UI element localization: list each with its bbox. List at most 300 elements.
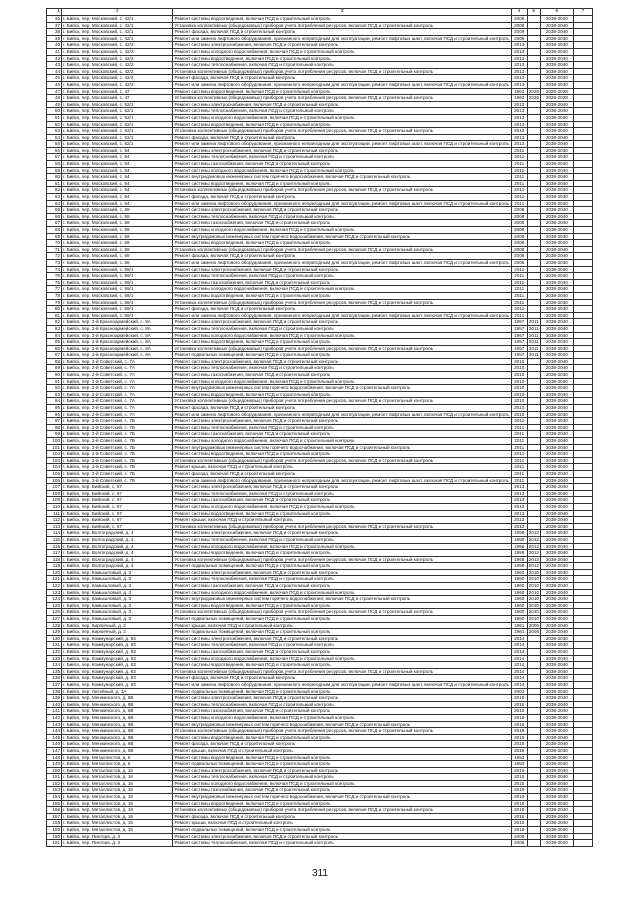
planned-period-cell: 2038-2040: [540, 35, 573, 42]
note-cell: [573, 154, 592, 161]
address-cell: г. Бийск, пер. Металлистов, д. 16: [62, 820, 173, 827]
note-cell: [573, 833, 592, 840]
address-cell: г. Бийск, пер. Московский, с. 42/1: [62, 29, 173, 36]
last-repair-cell: [527, 227, 540, 234]
row-number: 119: [47, 563, 62, 570]
last-repair-cell: 2011: [528, 319, 539, 325]
last-repair-cell: [527, 681, 540, 688]
table-row: [47, 233, 593, 240]
table-row: [47, 372, 593, 379]
planned-period-cell: 2038-2040: [540, 200, 573, 207]
planned-period-cell: 2038-2040: [540, 609, 573, 616]
address-cell: г. Бийск, пер. Московский, с. 59: [62, 259, 173, 266]
note-cell: [573, 431, 592, 438]
planned-period-cell: 2038-2040: [540, 128, 573, 135]
last-repair-cell: [527, 253, 540, 260]
planned-period-cell: 2038-2040: [540, 306, 573, 313]
build-year-cell: 2010: [511, 385, 527, 392]
address-cell: г. Бийск, пер. 2-й Советский, с. 7А: [62, 398, 173, 405]
row-number: 61: [47, 180, 62, 187]
row-number: 77: [47, 286, 62, 293]
address-cell: г. Бийск, пер. 2-й Советский, с. 7А: [62, 358, 173, 365]
table-row: [47, 451, 593, 458]
build-year-cell: 2013: [511, 128, 527, 135]
last-repair-cell: [527, 194, 540, 201]
note-cell: [573, 273, 592, 280]
note-cell: [573, 754, 592, 761]
table-row: [47, 81, 593, 88]
planned-period-cell: 2038-2040: [540, 490, 573, 497]
build-year-cell: 2015: [511, 708, 527, 715]
note-cell: [573, 220, 592, 227]
note-cell: [573, 550, 592, 557]
note-cell: [573, 319, 592, 326]
build-year-cell: 2011: [511, 161, 527, 168]
work-type-cell: Ремонт системы теплоснабжения, включая ПСД и строительный контроль: [173, 536, 511, 543]
work-type-cell: Ремонт системы теплоснабжения, включая ПСД и строительный контроль: [173, 108, 511, 115]
work-type-cell: Ремонт системы водоотведения, включая ПСД и строительный контроль: [173, 754, 511, 761]
build-year-cell: 2015: [511, 794, 527, 801]
last-repair-cell: [527, 813, 540, 820]
build-year-cell: 1958: [511, 543, 527, 550]
table-row: [47, 734, 593, 741]
build-year-cell: 2015: [511, 780, 527, 787]
column-number-header-row: [47, 9, 593, 16]
last-repair-cell: 2026: [528, 88, 539, 94]
last-repair-cell: [527, 418, 540, 425]
table-row: [47, 497, 593, 504]
row-number: 67: [47, 220, 62, 227]
build-year-cell: 1961: [511, 622, 527, 629]
build-year-cell: 2015: [511, 807, 527, 814]
table-row: [47, 563, 593, 570]
row-number: 109: [47, 497, 62, 504]
table-row: [47, 675, 593, 682]
build-year-cell: 2010: [511, 411, 527, 418]
planned-period-cell: 2038-2040: [540, 800, 573, 807]
build-year-cell: 2013: [511, 114, 527, 121]
work-type-cell: Ремонт или замена лифтового оборудования, признанного непригодным для эксплуатации, ремонт лифтовых шахт, включая ПСД и строительный контроль: [173, 35, 511, 42]
address-cell: г. Бийск, пер. Металлистов, д. 16: [62, 794, 173, 801]
row-number: 81: [47, 312, 62, 319]
note-cell: [573, 339, 592, 346]
work-type-cell: Ремонт системы газоснабжения, включая ПСД и строительный контроль: [173, 431, 511, 438]
build-year-cell: 1960: [511, 576, 527, 583]
row-number: 112: [47, 517, 62, 524]
table-row: [47, 385, 593, 392]
build-year-cell: 1958: [511, 563, 527, 570]
last-repair-cell: [527, 714, 540, 721]
table-row: [47, 207, 593, 214]
address-cell: г. Бийск, пер. Московский, с. 59/1: [62, 266, 173, 273]
address-cell: г. Бийск, пер. Московский, с. 59/1: [62, 273, 173, 280]
address-cell: г. Бийск, пер. Металлистов, д. 16: [62, 774, 173, 781]
note-cell: [573, 418, 592, 425]
note-cell: [573, 510, 592, 517]
row-number: 123: [47, 589, 62, 596]
table-row: [47, 62, 593, 69]
row-number: 89: [47, 365, 62, 372]
work-type-cell: Ремонт системы газоснабжения, включая ПСД и строительный контроль: [173, 787, 511, 794]
address-cell: г. Бийск, пер. Московский, с. 54: [62, 200, 173, 207]
build-year-cell: 2011: [511, 444, 527, 451]
planned-period-cell: 2038-2040: [540, 121, 573, 128]
work-type-cell: Ремонт системы холодного водоснабжения, включая ПСД и строительный контроль: [173, 714, 511, 721]
address-cell: г. Бийск, пер. Металлистов, д. 16: [62, 780, 173, 787]
note-cell: [573, 695, 592, 702]
last-repair-cell: [527, 246, 540, 253]
note-cell: [573, 227, 592, 234]
note-cell: [573, 233, 592, 240]
last-repair-cell: 2010: [528, 576, 539, 582]
row-number: 66: [47, 213, 62, 220]
planned-period-cell: 2038-2040: [540, 22, 573, 29]
last-repair-cell: [527, 292, 540, 299]
last-repair-cell: [527, 523, 540, 530]
build-year-cell: 2015: [511, 701, 527, 708]
row-number: 91: [47, 378, 62, 385]
last-repair-cell: [527, 134, 540, 141]
build-year-cell: 2011: [511, 174, 527, 181]
build-year-cell: 1960: [511, 616, 527, 623]
last-repair-cell: [527, 233, 540, 240]
last-repair-cell: 2012: [528, 556, 539, 562]
table-row: [47, 754, 593, 761]
last-repair-cell: [527, 398, 540, 405]
planned-period-cell: 2038-2040: [540, 556, 573, 563]
planned-period-cell: 2038-2040: [540, 207, 573, 214]
address-cell: г. Бийск, пер. Московский, с. 52/1: [62, 141, 173, 148]
note-cell: [573, 48, 592, 55]
address-cell: г. Бийск, пер. 2-й Советский, с. 7Б: [62, 444, 173, 451]
row-number: 78: [47, 292, 62, 299]
work-type-cell: Ремонт системы холодного водоснабжения, включая ПСД и строительный контроль: [173, 332, 511, 339]
header-col-1: 1: [47, 9, 62, 16]
address-cell: г. Бийск, пер. 2-й Советский, с. 7Б: [62, 477, 173, 484]
address-cell: г. Бийск, пер. Московский, с. 42/2: [62, 75, 173, 82]
note-cell: [573, 681, 592, 688]
build-year-cell: 2015: [511, 827, 527, 834]
note-cell: [573, 563, 592, 570]
address-cell: г. Бийск, пер. Московский, с. 54: [62, 187, 173, 194]
table-row: [47, 358, 593, 365]
work-type-cell: Ремонт или замена лифтового оборудования, признанного непригодным для эксплуатации, ремонт лифтовых шахт, включая ПСД и строительный контроль: [173, 312, 511, 319]
address-cell: г. Бийск, пер. Коммунарский, д. 83: [62, 655, 173, 662]
table-row: [47, 220, 593, 227]
row-number: 98: [47, 424, 62, 431]
planned-period-cell: 2038-2040: [540, 161, 573, 168]
build-year-cell: 1958: [511, 550, 527, 557]
planned-period-cell: 2038-2040: [540, 470, 573, 477]
work-type-cell: Ремонт системы холодного водоснабжения, включая ПСД и строительный контроль: [173, 286, 511, 293]
table-row: [47, 114, 593, 121]
table-row: [47, 616, 593, 623]
address-cell: г. Бийск, пер. Коммунарский, д. 83: [62, 675, 173, 682]
last-repair-cell: [527, 787, 540, 794]
note-cell: [573, 840, 592, 847]
build-year-cell: 2008: [511, 840, 527, 847]
last-repair-cell: [527, 708, 540, 715]
last-repair-cell: [527, 114, 540, 121]
planned-period-cell: 2038-2040: [540, 728, 573, 735]
planned-period-cell: 2038-2040: [540, 642, 573, 649]
note-cell: [573, 444, 592, 451]
build-year-cell: 1960: [511, 596, 527, 603]
row-number: 135: [47, 668, 62, 675]
last-repair-cell: [527, 675, 540, 682]
row-number: 57: [47, 154, 62, 161]
build-year-cell: 2014: [511, 635, 527, 642]
planned-period-cell: 2038-2040: [540, 332, 573, 339]
planned-period-cell: 2038-2040: [540, 101, 573, 108]
work-type-cell: Ремонт системы водоотведения, включая ПСД и строительный контроль: [173, 121, 511, 128]
build-year-cell: 2008: [511, 253, 527, 260]
note-cell: [573, 708, 592, 715]
last-repair-cell: [527, 767, 540, 774]
last-repair-cell: [527, 279, 540, 286]
address-cell: г. Бийск, пер. Московский, с. 42/2: [62, 62, 173, 69]
work-type-cell: Ремонт крыши, включая ПСД и строительный контроль: [173, 622, 511, 629]
planned-period-cell: 2038-2040: [540, 477, 573, 484]
row-number: 141: [47, 708, 62, 715]
work-type-cell: Ремонт системы водоотведения, включая ПСД и строительный контроль: [173, 55, 511, 62]
note-cell: [573, 477, 592, 484]
work-type-cell: Ремонт системы водоотведения, включая ПСД и строительный контроль: [173, 662, 511, 669]
planned-period-cell: 2038-2040: [540, 767, 573, 774]
row-number: 133: [47, 655, 62, 662]
build-year-cell: 2011: [511, 147, 527, 154]
last-repair-cell: [527, 668, 540, 675]
table-row: [47, 391, 593, 398]
address-cell: г. Бийск, пер. Волгоградский, д. 4: [62, 550, 173, 557]
row-number: 113: [47, 523, 62, 530]
work-type-cell: Ремонт системы водоотведения, включая ПСД и строительный контроль: [173, 16, 511, 23]
planned-period-cell: 2038-2040: [540, 596, 573, 603]
work-type-cell: Ремонт системы газоснабжения, включая ПСД и строительный контроль: [173, 583, 511, 590]
build-year-cell: 2013: [511, 141, 527, 148]
work-type-cell: Ремонт системы теплоснабжения, включая ПСД и строительный контроль: [173, 325, 511, 332]
last-repair-cell: [527, 780, 540, 787]
last-repair-cell: [527, 167, 540, 174]
build-year-cell: 2009: [511, 16, 527, 23]
last-repair-cell: 2012: [528, 563, 539, 569]
table-row: [47, 596, 593, 603]
last-repair-cell: [527, 662, 540, 669]
address-cell: г. Бийск, пер. 2-й Советский, с. 7Б: [62, 424, 173, 431]
planned-period-cell: 2038-2040: [540, 457, 573, 464]
note-cell: [573, 332, 592, 339]
address-cell: г. Бийск, пер. Московский, с. 42/2: [62, 81, 173, 88]
address-cell: г. Бийск, пер. 2-й Советский, с. 7Б: [62, 457, 173, 464]
header-col-6: 6: [540, 9, 573, 16]
build-year-cell: 2011: [511, 438, 527, 445]
work-type-cell: Ремонт системы газоснабжения, включая ПСД и строительный контроль: [173, 161, 511, 168]
row-number: 131: [47, 642, 62, 649]
note-cell: [573, 530, 592, 537]
build-year-cell: 2009: [511, 29, 527, 36]
address-cell: г. Бийск, пер. Бийский, с. 67: [62, 497, 173, 504]
address-cell: г. Бийск, пер. Московский, с. 42/2: [62, 42, 173, 49]
note-cell: [573, 161, 592, 168]
planned-period-cell: 2038-2040: [540, 418, 573, 425]
note-cell: [573, 747, 592, 754]
row-number: 74: [47, 266, 62, 273]
last-repair-cell: [527, 299, 540, 306]
build-year-cell: 2011: [511, 167, 527, 174]
row-number: 160: [47, 833, 62, 840]
note-cell: [573, 734, 592, 741]
row-number: 84: [47, 332, 62, 339]
table-row: [47, 695, 593, 702]
row-number: 42: [47, 55, 62, 62]
planned-period-cell: 2038-2040: [540, 741, 573, 748]
table-body: [47, 16, 593, 847]
note-cell: [573, 180, 592, 187]
row-number: 140: [47, 701, 62, 708]
note-cell: [573, 523, 592, 530]
planned-period-cell: 2038-2040: [540, 530, 573, 537]
work-type-cell: Ремонт системы теплоснабжения, включая ПСД и строительный контроль: [173, 701, 511, 708]
note-cell: [573, 391, 592, 398]
address-cell: г. Бийск, пер. Московский, с. 52/1: [62, 134, 173, 141]
table-row: [47, 405, 593, 412]
work-type-cell: Ремонт подвальных помещений, включая ПСД и строительный контроль: [173, 563, 511, 570]
row-number: 94: [47, 398, 62, 405]
note-cell: [573, 827, 592, 834]
row-number: 47: [47, 88, 62, 95]
table-row: [47, 174, 593, 181]
planned-period-cell: 2038-2040: [540, 774, 573, 781]
row-number: 136: [47, 675, 62, 682]
planned-period-cell: 2038-2040: [540, 583, 573, 590]
planned-period-cell: 2038-2040: [540, 180, 573, 187]
last-repair-cell: [527, 451, 540, 458]
table-row: [47, 352, 593, 359]
last-repair-cell: 2011: [528, 332, 539, 338]
last-repair-cell: [527, 747, 540, 754]
last-repair-cell: 2010: [528, 609, 539, 615]
address-cell: г. Бийск, пер. 2-й Красноармейский, с. 8А: [62, 352, 173, 359]
note-cell: [573, 655, 592, 662]
last-repair-cell: [527, 728, 540, 735]
row-number: 145: [47, 734, 62, 741]
row-number: 122: [47, 583, 62, 590]
last-repair-cell: [527, 761, 540, 768]
note-cell: [573, 240, 592, 247]
table-row: [47, 530, 593, 537]
build-year-cell: 1960: [511, 589, 527, 596]
note-cell: [573, 662, 592, 669]
work-type-cell: Ремонт подвальных помещений, включая ПСД и строительный контроль: [173, 688, 511, 695]
planned-period-cell: 2038-2040: [540, 827, 573, 834]
table-row: [47, 101, 593, 108]
address-cell: г. Бийск, пер. Московский, с. 42/1: [62, 16, 173, 23]
work-type-cell: Ремонт системы газоснабжения, включая ПСД и строительный контроль: [173, 708, 511, 715]
work-type-cell: Ремонт системы электроснабжения, включая ПСД и строительный контроль: [173, 147, 511, 154]
build-year-cell: 2013: [511, 101, 527, 108]
last-repair-cell: [527, 405, 540, 412]
address-cell: г. Бийск, пер. Менжинского, д. 6В: [62, 741, 173, 748]
planned-period-cell: 2038-2040: [540, 714, 573, 721]
note-cell: [573, 794, 592, 801]
last-repair-cell: [527, 800, 540, 807]
note-cell: [573, 517, 592, 524]
planned-period-cell: 2038-2040: [540, 813, 573, 820]
note-cell: [573, 398, 592, 405]
planned-period-cell: 2038-2040: [540, 543, 573, 550]
work-type-cell: Ремонт системы водоотведения, включая ПСД и строительный контроль: [173, 510, 511, 517]
table-row: [47, 543, 593, 550]
planned-period-cell: 2038-2040: [540, 411, 573, 418]
row-number: 63: [47, 194, 62, 201]
address-cell: г. Бийск, пер. Металлистов, д. 6: [62, 754, 173, 761]
build-year-cell: 2008: [511, 233, 527, 240]
planned-period-cell: 2038-2040: [540, 820, 573, 827]
work-type-cell: Ремонт фасада, включая ПСД и строительный контроль: [173, 741, 511, 748]
work-type-cell: Ремонт системы газоснабжения, включая ПСД и строительный контроль: [173, 649, 511, 656]
last-repair-cell: [527, 807, 540, 814]
work-type-cell: Установка коллективных (общедомовых) приборов учета потребления ресурсов, включая ПСД и строительный контроль: [173, 187, 511, 194]
build-year-cell: 2010: [511, 398, 527, 405]
table-row: [47, 339, 593, 346]
row-number: 103: [47, 457, 62, 464]
planned-period-cell: 2038-2040: [540, 602, 573, 609]
build-year-cell: 2013: [511, 62, 527, 69]
address-cell: г. Бийск, пер. Менжинского, д. 6В: [62, 701, 173, 708]
last-repair-cell: [527, 688, 540, 695]
planned-period-cell: 2038-2040: [540, 240, 573, 247]
planned-period-cell: 2038-2040: [540, 754, 573, 761]
table-row: [47, 345, 593, 352]
last-repair-cell: [527, 833, 540, 840]
planned-period-cell: 2038-2040: [540, 668, 573, 675]
row-number: 158: [47, 820, 62, 827]
address-cell: г. Бийск, пер. Камышловый, д. 3: [62, 583, 173, 590]
row-number: 73: [47, 259, 62, 266]
last-repair-cell: 2010: [528, 602, 539, 608]
last-repair-cell: 2011: [528, 345, 539, 351]
table-row: [47, 490, 593, 497]
planned-period-cell: 2038-2040: [540, 48, 573, 55]
note-cell: [573, 253, 592, 260]
build-year-cell: 2011: [511, 306, 527, 313]
last-repair-cell: [527, 35, 540, 42]
build-year-cell: 2008: [511, 207, 527, 214]
address-cell: г. Бийск, пер. Московский, с. 42/1: [62, 35, 173, 42]
address-cell: г. Бийск, пер. Коммунарский, д. 83: [62, 662, 173, 669]
last-repair-cell: [527, 259, 540, 266]
table-row: [47, 714, 593, 721]
planned-period-cell: 2038-2040: [540, 464, 573, 471]
row-number: 36: [47, 16, 62, 23]
note-cell: [573, 635, 592, 642]
row-number: 132: [47, 649, 62, 656]
row-number: 65: [47, 207, 62, 214]
work-type-cell: Ремонт подвальных помещений, включая ПСД и строительный контроль: [173, 629, 511, 636]
table-row: [47, 194, 593, 201]
work-type-cell: Ремонт системы холодного водоснабжения, включая ПСД и строительный контроль: [173, 503, 511, 510]
work-type-cell: Ремонт крыши, включая ПСД и строительный контроль: [173, 747, 511, 754]
planned-period-cell: 2038-2040: [540, 358, 573, 365]
build-year-cell: 2013: [511, 48, 527, 55]
last-repair-cell: 2011: [528, 339, 539, 345]
build-year-cell: 2011: [511, 266, 527, 273]
table-row: [47, 121, 593, 128]
work-type-cell: Ремонт системы холодного водоснабжения, включая ПСД и строительный контроль: [173, 780, 511, 787]
build-year-cell: 2014: [511, 662, 527, 669]
last-repair-cell: [527, 154, 540, 161]
last-repair-cell: 2010: [528, 616, 539, 622]
